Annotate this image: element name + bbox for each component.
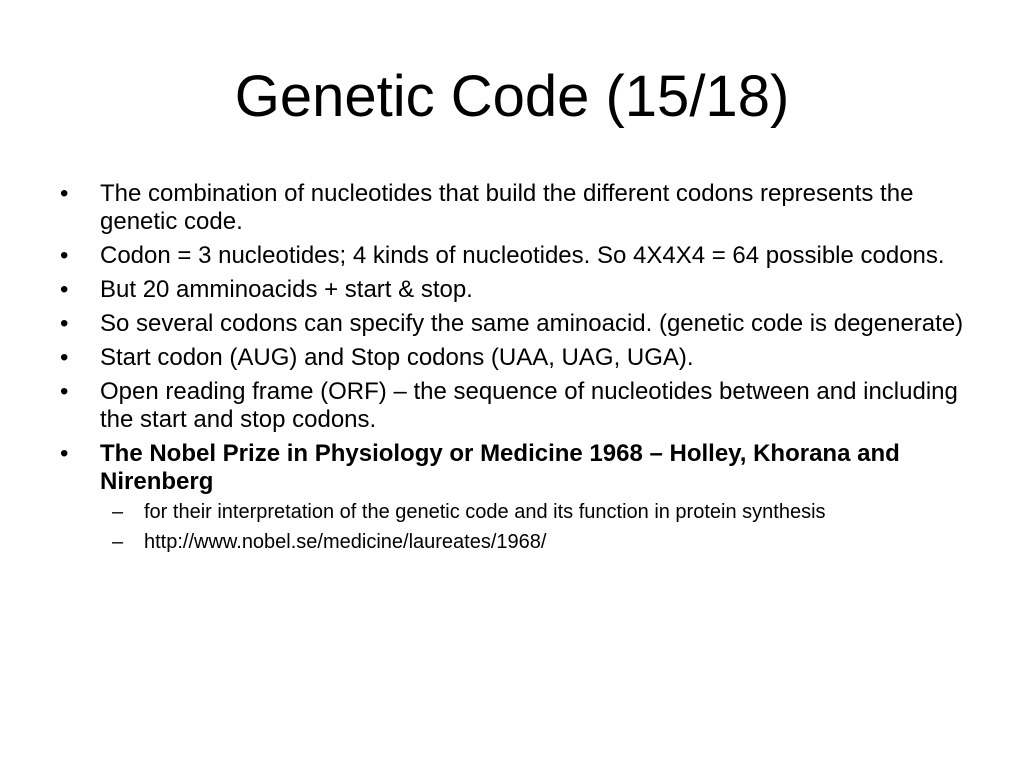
bullet-text: Codon = 3 nucleotides; 4 kinds of nucleotides. So 4X4X4 = 64 possible codons. <box>100 242 945 269</box>
slide-title: Genetic Code (15/18) <box>234 64 790 129</box>
bullet-item <box>56 344 986 372</box>
bullet-marker: • <box>60 180 69 207</box>
bullet-marker: • <box>60 242 69 269</box>
bullet-marker: • <box>60 310 69 337</box>
bullet-text: But 20 amminoacids + start & stop. <box>100 276 473 303</box>
sub-bullet-list <box>100 500 986 554</box>
bullet-list <box>56 180 986 560</box>
bullet-text: Open reading frame (ORF) – the sequence of nucleotides between and including the start and stop codons. <box>100 378 958 433</box>
bullet-item <box>56 378 986 434</box>
bullet-marker: • <box>60 344 69 371</box>
sub-bullet-item <box>100 530 986 554</box>
bullet-item <box>56 276 986 304</box>
bullet-text: Start codon (AUG) and Stop codons (UAA, UAG, UGA). <box>100 344 694 371</box>
bullet-text: So several codons can specify the same aminoacid. (genetic code is degenerate) <box>100 310 964 337</box>
bullet-marker: • <box>60 378 69 405</box>
bullet-text: The Nobel Prize in Physiology or Medicine 1968 – Holley, Khorana and Nirenberg <box>100 440 900 495</box>
bullet-item <box>56 310 986 338</box>
bullet-item <box>56 180 986 236</box>
bullet-text: The combination of nucleotides that build the different codons represents the genetic code. <box>100 180 914 235</box>
bullet-marker: • <box>60 440 69 467</box>
sub-bullet-item <box>100 500 986 524</box>
bullet-item <box>56 242 986 270</box>
sub-bullet-text: for their interpretation of the genetic code and its function in protein synthesis <box>144 501 826 523</box>
nobel-url-text: http://www.nobel.se/medicine/laureates/1968/ <box>144 531 547 553</box>
bullet-item-nobel-prize <box>56 440 986 554</box>
sub-bullet-marker: – <box>112 501 124 523</box>
sub-bullet-marker: – <box>112 531 124 553</box>
bullet-marker: • <box>60 276 69 303</box>
